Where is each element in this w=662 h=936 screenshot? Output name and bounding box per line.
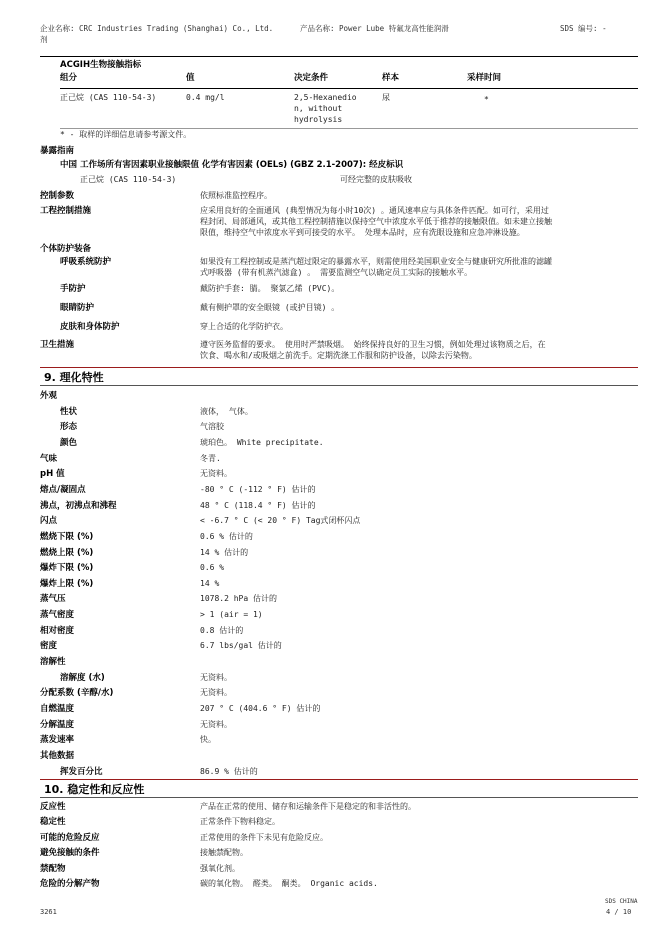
property-label: 相对密度 — [40, 626, 75, 636]
hygiene-line-2: 饮食、喝水和/或吸烟之前洗手。定期洗涤工作服和防护设备，以除去污染物。 — [200, 351, 477, 360]
acgih-note: * - 取样的详细信息请参考源文件。 — [60, 130, 192, 139]
section-10-top-rule — [40, 779, 638, 780]
property-label: 气味 — [40, 454, 58, 464]
respiratory-protection-line-2: 式呼吸器 (带有机蒸汽滤盒) 。 需要监测空气以确定员工实际的接触水平。 — [200, 268, 473, 277]
reactivity-label: 稳定性 — [40, 817, 66, 827]
engineering-controls-line-3: 限值，维持空气中浓度水平到可接受的水平。 处理本品时，应有洗眼设施和应急冲淋设施。 — [200, 228, 525, 237]
acgih-cell-value: 0.4 mg/l — [186, 93, 225, 102]
hygiene-label: 卫生措施 — [40, 340, 75, 350]
exposure-title: 暴露指南 — [40, 146, 75, 156]
skin-protection-value: 穿上合适的化学防护衣。 — [200, 322, 288, 331]
acgih-header-specimen: 样本 — [382, 73, 400, 83]
property-label: 溶解度 (水) — [60, 673, 105, 683]
property-value: 86.9 % 估计的 — [200, 767, 258, 776]
property-value: 快。 — [200, 735, 216, 744]
property-value: 无资料。 — [200, 673, 232, 682]
property-value: 1078.2 hPa 估计的 — [200, 594, 277, 603]
skin-protection-label: 皮肤和身体防护 — [60, 322, 120, 332]
property-label: 燃烧下限 (%) — [40, 532, 94, 542]
property-label: 颜色 — [60, 438, 78, 448]
property-label: 爆炸下限 (%) — [40, 563, 94, 573]
footer-sds-china: SDS CHINA — [605, 898, 638, 905]
acgih-header-rule — [60, 88, 638, 89]
acgih-header-value: 值 — [186, 73, 195, 83]
control-parameters-value: 依照标准监控程序。 — [200, 191, 272, 200]
property-label: 爆炸上限 (%) — [40, 579, 94, 589]
property-value: 气溶胶 — [200, 422, 224, 431]
property-value: 14 % 估计的 — [200, 548, 249, 557]
acgih-header-component: 组分 — [60, 73, 78, 83]
acgih-cell-determinant-1: 2,5-Hexanedio — [294, 93, 357, 102]
engineering-controls-line-1: 应采用良好的全面通风 (典型情况为每小时10次) 。通风速率应与具体条件匹配。如可行，采用过 — [200, 206, 549, 215]
property-value: 14 % — [200, 579, 220, 588]
acgih-cell-sampling-time: * — [484, 95, 489, 104]
header-company: 企业名称: CRC Industries Trading (Shanghai) Co., Ltd. — [40, 24, 274, 33]
property-label: 分解温度 — [40, 720, 75, 730]
section-10-bottom-rule — [40, 797, 638, 798]
footer-page-number: 4 / 10 — [606, 908, 632, 916]
property-label: 分配系数 (辛醇/水) — [40, 688, 114, 698]
reactivity-label: 可能的危险反应 — [40, 833, 100, 843]
reactivity-value: 接触禁配物。 — [200, 848, 248, 857]
section-9-bottom-rule — [40, 385, 638, 386]
property-label: 蒸发速率 — [40, 735, 75, 745]
acgih-cell-specimen: 尿 — [382, 93, 390, 102]
property-label: 溶解性 — [40, 657, 66, 667]
exposure-component: 正己烷 (CAS 110-54-3) — [80, 175, 177, 184]
property-label: 形态 — [60, 422, 78, 432]
header-rule — [40, 56, 638, 57]
respiratory-protection-label: 呼吸系统防护 — [60, 257, 112, 267]
property-label: 蒸气压 — [40, 594, 66, 604]
header-company-cont: 剂 — [40, 35, 48, 44]
ppe-title: 个体防护装备 — [40, 244, 92, 254]
property-value: 液体， 气体。 — [200, 407, 253, 416]
hygiene-line-1: 遵守医务监督的要求。 使用时严禁吸烟。 始终保持良好的卫生习惯，例如处理过该物质之后，在 — [200, 340, 546, 349]
property-label: 其他数据 — [40, 751, 75, 761]
property-label: 燃烧上限 (%) — [40, 548, 94, 558]
property-label: 外观 — [40, 391, 58, 401]
property-label: 蒸气密度 — [40, 610, 75, 620]
property-value: > 1 (air = 1) — [200, 610, 263, 619]
acgih-cell-component: 正己烷 (CAS 110-54-3) — [60, 93, 157, 102]
property-value: 48 ° C (118.4 ° F) 估计的 — [200, 501, 316, 510]
acgih-header-determinant: 决定条件 — [294, 73, 329, 83]
property-value: 无资料。 — [200, 720, 232, 729]
property-label: 熔点/凝固点 — [40, 485, 86, 495]
acgih-cell-determinant-2: n, without — [294, 104, 343, 113]
property-value: 6.7 lbs/gal 估计的 — [200, 641, 282, 650]
reactivity-label: 反应性 — [40, 802, 66, 812]
property-value: 无资料。 — [200, 688, 232, 697]
property-label: 密度 — [40, 641, 58, 651]
property-value: 207 ° C (404.6 ° F) 估计的 — [200, 704, 321, 713]
respiratory-protection-line-1: 如果没有工程控制或是蒸汽超过限定的暴露水平，则需使用经美国职业安全与健康研究所批准的滤罐 — [200, 257, 552, 266]
property-value: 0.8 估计的 — [200, 626, 244, 635]
engineering-controls-label: 工程控制措施 — [40, 206, 92, 216]
reactivity-label: 禁配物 — [40, 864, 66, 874]
footer-doc-number: 3261 — [40, 908, 57, 916]
eye-protection-value: 戴有侧护罩的安全眼镜 (或护目镜) 。 — [200, 303, 340, 312]
hand-protection-label: 手防护 — [60, 284, 86, 294]
reactivity-value: 强氧化剂。 — [200, 864, 240, 873]
header-product: 产品名称: Power Lube 特氟龙高性能润滑 — [300, 24, 449, 33]
eye-protection-label: 眼睛防护 — [60, 303, 95, 313]
acgih-header-sampling-time: 采样时间 — [467, 73, 502, 83]
reactivity-value: 正常条件下物料稳定。 — [200, 817, 280, 826]
property-value: 无资料。 — [200, 469, 232, 478]
header-sds-no: SDS 编号: - — [560, 24, 607, 33]
property-value: 0.6 % — [200, 563, 225, 572]
hand-protection-value: 戴防护手套: 腈。 聚氯乙烯 (PVC)。 — [200, 284, 340, 293]
property-value: -80 ° C (-112 ° F) 估计的 — [200, 485, 316, 494]
exposure-skin-note: 可经完整的皮肤吸收 — [340, 175, 412, 184]
reactivity-value: 碳的氧化物。 醛类。 酮类。 Organic acids. — [200, 879, 378, 888]
property-value: 琥珀色。 White precipitate. — [200, 438, 324, 447]
property-value: 冬青. — [200, 454, 221, 463]
reactivity-label: 危险的分解产物 — [40, 879, 100, 889]
acgih-title: ACGIH生物接触指标 — [60, 60, 142, 70]
section-9-title: 9. 理化特性 — [44, 371, 104, 384]
acgih-cell-determinant-3: hydrolysis — [294, 115, 343, 124]
property-label: 闪点 — [40, 516, 58, 526]
control-parameters-label: 控制参数 — [40, 191, 75, 201]
property-label: 自燃温度 — [40, 704, 75, 714]
exposure-subtitle: 中国 工作场所有害因素职业接触限值 化学有害因素 (OELs) (GBZ 2.1-2007): 经皮标识 — [60, 160, 404, 170]
property-label: 挥发百分比 — [60, 767, 103, 777]
property-value: < -6.7 ° C (< 20 ° F) Tag式闭杯闪点 — [200, 516, 361, 525]
engineering-controls-line-2: 程封闭、局部通风，或其他工程控制措施以保持空气中浓度水平低于推荐的接触限值。如未建立接触 — [200, 217, 552, 226]
property-label: pH 值 — [40, 469, 65, 479]
section-10-title: 10. 稳定性和反应性 — [44, 783, 145, 796]
property-value: 0.6 % 估计的 — [200, 532, 253, 541]
property-label: 沸点，初沸点和沸程 — [40, 501, 117, 511]
section-9-top-rule — [40, 367, 638, 368]
reactivity-value: 正常使用的条件下未见有危险反应。 — [200, 833, 328, 842]
property-label: 性状 — [60, 407, 78, 417]
reactivity-value: 产品在正常的使用、储存和运输条件下是稳定的和非活性的。 — [200, 802, 416, 811]
reactivity-label: 避免接触的条件 — [40, 848, 100, 858]
